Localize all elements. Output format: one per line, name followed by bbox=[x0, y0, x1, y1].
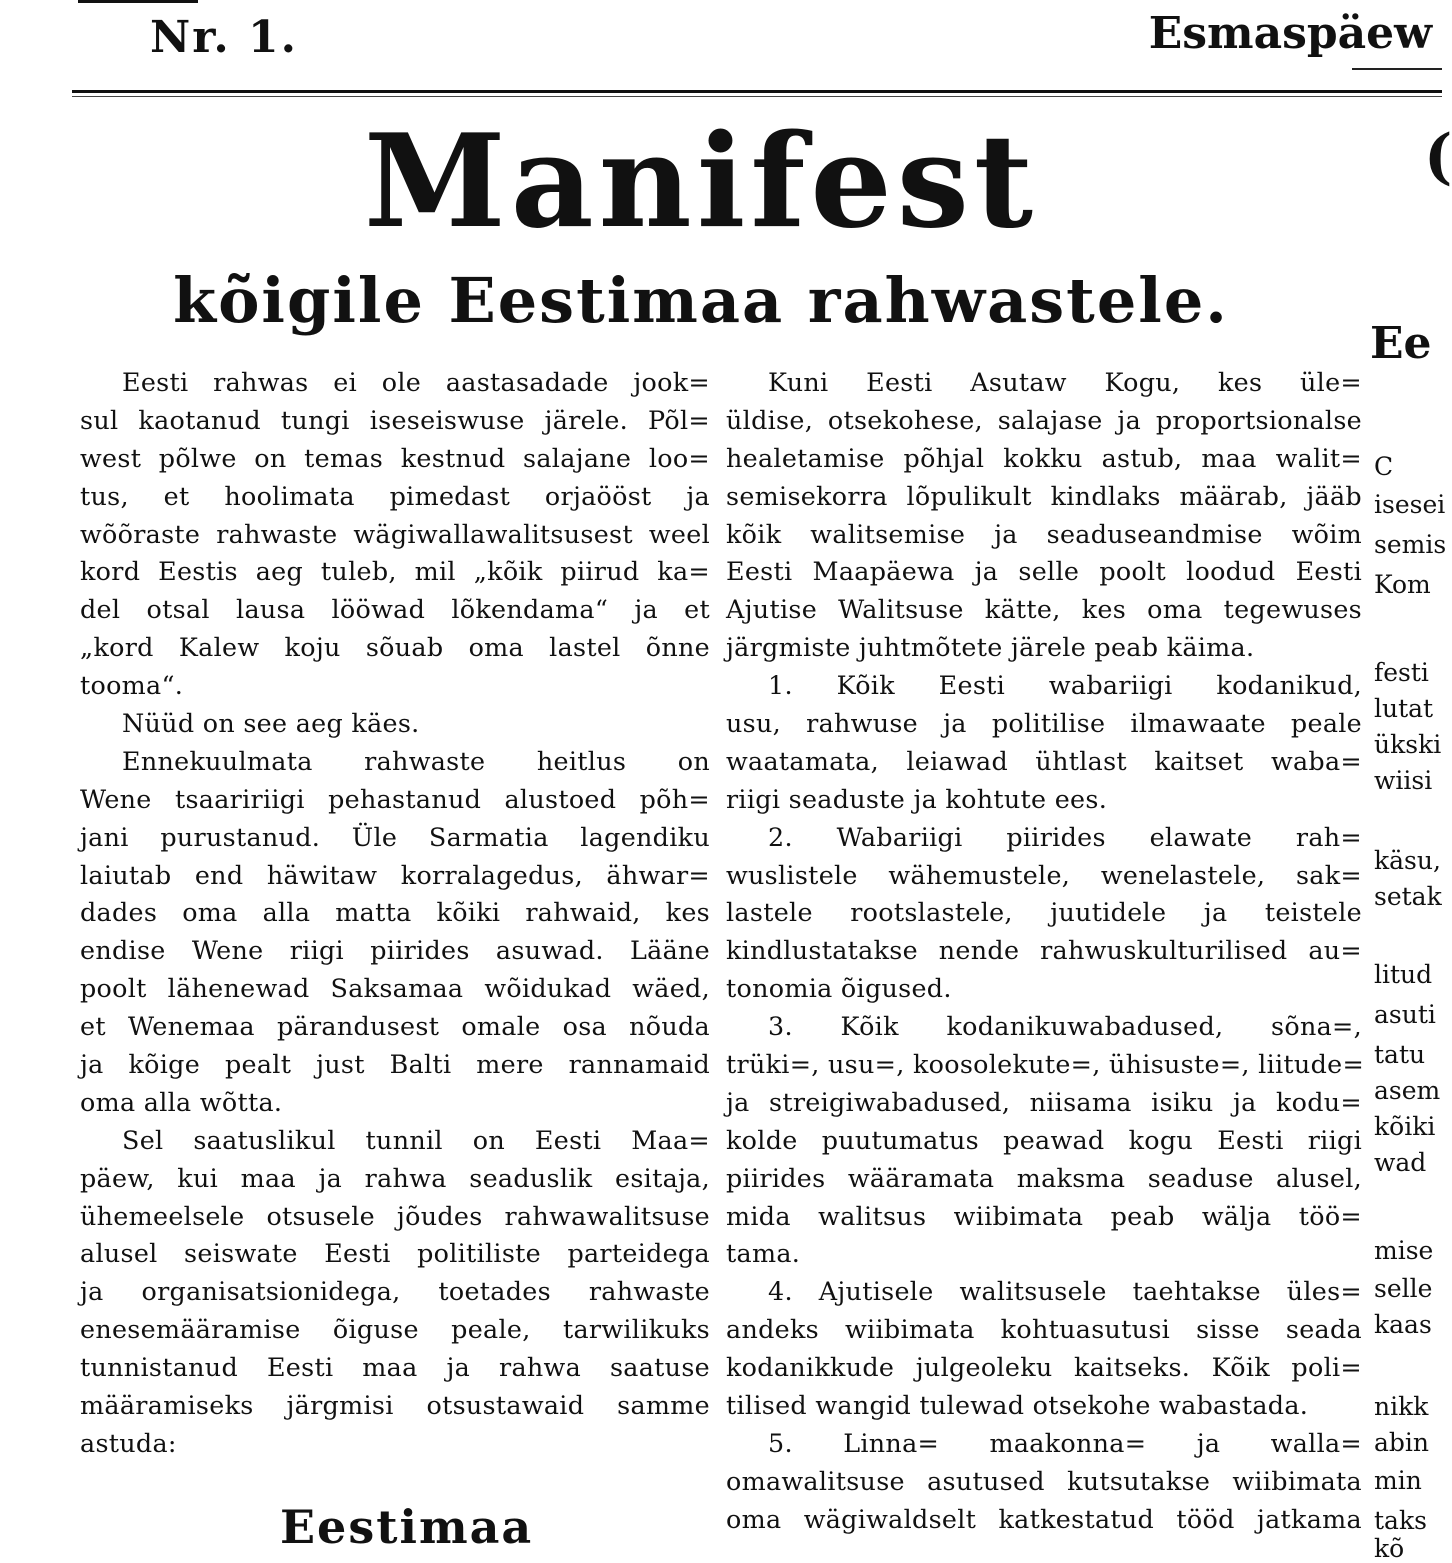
text-line: 5. Linna= maakonna= ja walla= bbox=[768, 1427, 1362, 1458]
adjacent-column-text: ükski bbox=[1374, 730, 1442, 759]
text-line: määramiseks järgmisi otsustawaid samme bbox=[80, 1390, 710, 1421]
adjacent-column-text: selle bbox=[1374, 1274, 1433, 1303]
adjacent-column-text: käsu, bbox=[1374, 846, 1441, 875]
text-line: tus, et hoolimata pimedast orjaööst ja bbox=[80, 480, 710, 511]
text-line: järgmiste juhtmõtete järele peab käima. bbox=[726, 632, 1255, 663]
text-line: 3. Kõik kodanikuwabadused, sõna=, bbox=[768, 1011, 1362, 1042]
text-line: poolt lähenewad Saksamaa wõidukad wäed, bbox=[80, 973, 710, 1004]
text-line: tonomia õigused. bbox=[726, 973, 952, 1004]
adjacent-column-text: Kom bbox=[1374, 570, 1431, 599]
adjacent-column-text: C bbox=[1374, 452, 1394, 481]
text-line: semisekorra lõpulikult kindlaks määrab, jääb bbox=[726, 480, 1362, 511]
text-line: dades oma alla matta kõiki rahwaid, kes bbox=[80, 897, 710, 928]
text-line: Nüüd on see aeg käes. bbox=[122, 708, 420, 739]
text-line: üldise, otsekohese, salajase ja proportsionalse bbox=[726, 404, 1362, 435]
adjacent-column-text: festi bbox=[1374, 658, 1429, 687]
text-line: del otsal lausa lööwad lõkendama“ ja et bbox=[80, 594, 710, 625]
text-line: kolde puutumatus peawad kogu Eesti riigi bbox=[726, 1124, 1362, 1155]
text-line: 2. Wabariigi piirides elawate rah= bbox=[768, 821, 1362, 852]
adjacent-column-text: asem bbox=[1374, 1076, 1441, 1105]
text-line: andeks wiibimata kohtuasutusi sisse seada bbox=[726, 1314, 1362, 1345]
text-line: wuslistele wähemustele, wenelastele, sak= bbox=[726, 859, 1362, 890]
article-title: Manifest bbox=[364, 107, 1038, 257]
text-line: Sel saatuslikul tunnil on Eesti Maa= bbox=[122, 1124, 710, 1155]
text-line: jani purustanud. Üle Sarmatia lagendiku bbox=[80, 821, 710, 852]
text-line: tilised wangid tulewad otsekohe wabastada. bbox=[726, 1390, 1309, 1421]
adjacent-column-text: kõiki bbox=[1374, 1112, 1436, 1141]
header-rule bbox=[72, 90, 1442, 93]
text-line: Kuni Eesti Asutaw Kogu, kes üle= bbox=[768, 367, 1362, 397]
article-column-right bbox=[726, 364, 1365, 1539]
issue-number: Nr. 1. bbox=[150, 12, 298, 63]
text-line: 1. Kõik Eesti wabariigi kodanikud, bbox=[768, 670, 1362, 701]
weekday-label: Esmaspäew bbox=[1148, 8, 1432, 59]
text-line: oma wägiwaldselt katkestatud tööd jatkama bbox=[726, 1503, 1362, 1534]
text-line: tunnistanud Eesti maa ja rahwa saatuse bbox=[80, 1352, 710, 1383]
adjacent-column-fragment bbox=[1368, 0, 1452, 1563]
adjacent-column-mark: ( bbox=[1424, 122, 1452, 192]
text-line: et Wenemaa pärandusest omale osa nõuda bbox=[80, 1011, 710, 1042]
adjacent-column-text: isesei bbox=[1374, 490, 1446, 519]
article-subtitle: kõigile Eestimaa rahwastele. bbox=[173, 264, 1229, 337]
text-line: omawalitsuse asutused kutsutakse wiibimata bbox=[726, 1465, 1362, 1496]
text-line: healetamise põhjal kokku astub, maa walit= bbox=[726, 442, 1362, 473]
text-line: piirides wääramata maksma seaduse alusel, bbox=[726, 1162, 1362, 1193]
text-line: enesemääramise õiguse peale, tarwilikuks bbox=[80, 1314, 710, 1345]
text-line: Ajutise Walitsuse kätte, kes oma tegewuses bbox=[726, 594, 1362, 625]
text-line: ja streigiwabadused, niisama isiku ja kodu= bbox=[726, 1086, 1362, 1117]
text-line: kord Eestis aeg tuleb, mil „kõik piirud ka= bbox=[80, 556, 710, 587]
adjacent-column-text: mise bbox=[1374, 1236, 1434, 1265]
text-line: ja organisatsionidega, toetades rahwaste bbox=[80, 1276, 710, 1307]
adjacent-column-text: nikk bbox=[1374, 1392, 1429, 1421]
adjacent-column-text: asuti bbox=[1374, 1000, 1436, 1029]
text-line: mida walitsus wiibimata peab wälja töö= bbox=[726, 1200, 1362, 1231]
text-line: endise Wene riigi piirides asuwad. Lääne bbox=[80, 935, 710, 966]
text-line: tama. bbox=[726, 1238, 801, 1269]
text-line: trüki=, usu=, koosolekute=, ühisuste=, liitude= bbox=[726, 1049, 1365, 1080]
text-line: päew, kui maa ja rahwa seaduslik esitaja, bbox=[80, 1162, 710, 1193]
text-line: Eesti Maapäewa ja selle poolt loodud Eesti bbox=[726, 556, 1362, 587]
text-line: 4. Ajutisele walitsusele taehtakse üles= bbox=[768, 1276, 1362, 1307]
adjacent-column-text: litud bbox=[1374, 960, 1433, 989]
text-line: kõik walitsemise ja seaduseandmise wõim bbox=[726, 518, 1362, 549]
text-line: waatamata, leiawad ühtlast kaitset waba= bbox=[726, 745, 1362, 776]
adjacent-column-text: wiisi bbox=[1374, 766, 1433, 795]
section-heading: Eestimaa bbox=[280, 1500, 534, 1554]
text-line: Wene tsaaririigi pehastanud alustoed põh= bbox=[80, 783, 710, 814]
adjacent-column-text: taks bbox=[1374, 1506, 1427, 1535]
text-line: riigi seaduste ja kohtute ees. bbox=[726, 783, 1108, 814]
adjacent-column-text: semis bbox=[1374, 530, 1447, 559]
text-line: kindlustatakse nende rahwuskulturilised au= bbox=[726, 935, 1362, 966]
text-line: wõõraste rahwaste wägiwallawalitsusest weel bbox=[80, 518, 710, 549]
text-line: west põlwe on temas kestnud salajane loo= bbox=[80, 442, 710, 473]
text-line: laiutab end häwitaw korralagedus, ähwar= bbox=[80, 859, 710, 890]
top-rule bbox=[78, 0, 198, 3]
adjacent-column-text: abin bbox=[1374, 1428, 1430, 1457]
adjacent-column-text: tatu bbox=[1374, 1040, 1426, 1069]
adjacent-column-text: wad bbox=[1374, 1148, 1427, 1177]
adjacent-column-heading: Ee bbox=[1370, 318, 1432, 369]
text-line: tooma“. bbox=[80, 670, 184, 701]
text-line: lastele rootslastele, juutidele ja teistele bbox=[726, 897, 1362, 928]
header-rule-thin bbox=[72, 96, 1442, 97]
adjacent-column-text: kaas bbox=[1374, 1310, 1432, 1339]
adjacent-column-text: min bbox=[1374, 1466, 1422, 1495]
text-line: alusel seiswate Eesti politiliste parteidega bbox=[80, 1238, 710, 1269]
adjacent-column-text: lutat bbox=[1374, 694, 1434, 723]
text-line: ja kõige pealt just Balti mere rannamaid bbox=[80, 1049, 710, 1080]
adjacent-column-text: setak bbox=[1374, 882, 1442, 911]
text-line: Ennekuulmata rahwaste heitlus on bbox=[122, 745, 710, 776]
text-line: astuda: bbox=[80, 1427, 177, 1458]
text-line: oma alla wõtta. bbox=[80, 1086, 283, 1117]
text-line: ühemeelsele otsusele jõudes rahwawalitsuse bbox=[80, 1200, 710, 1231]
adjacent-column-text: kõ bbox=[1374, 1534, 1405, 1563]
text-line: Eesti rahwas ei ole aastasadade jook= bbox=[122, 367, 710, 397]
text-line: usu, rahwuse ja politilise ilmawaate peale bbox=[726, 708, 1362, 739]
text-line: „kord Kalew koju sõuab oma lastel õnne bbox=[80, 632, 710, 663]
text-line: kodanikkude julgeoleku kaitseks. Kõik poli= bbox=[726, 1352, 1362, 1383]
article-column-left bbox=[80, 364, 710, 1463]
text-line: sul kaotanud tungi iseseiswuse järele. Põl= bbox=[80, 404, 710, 435]
